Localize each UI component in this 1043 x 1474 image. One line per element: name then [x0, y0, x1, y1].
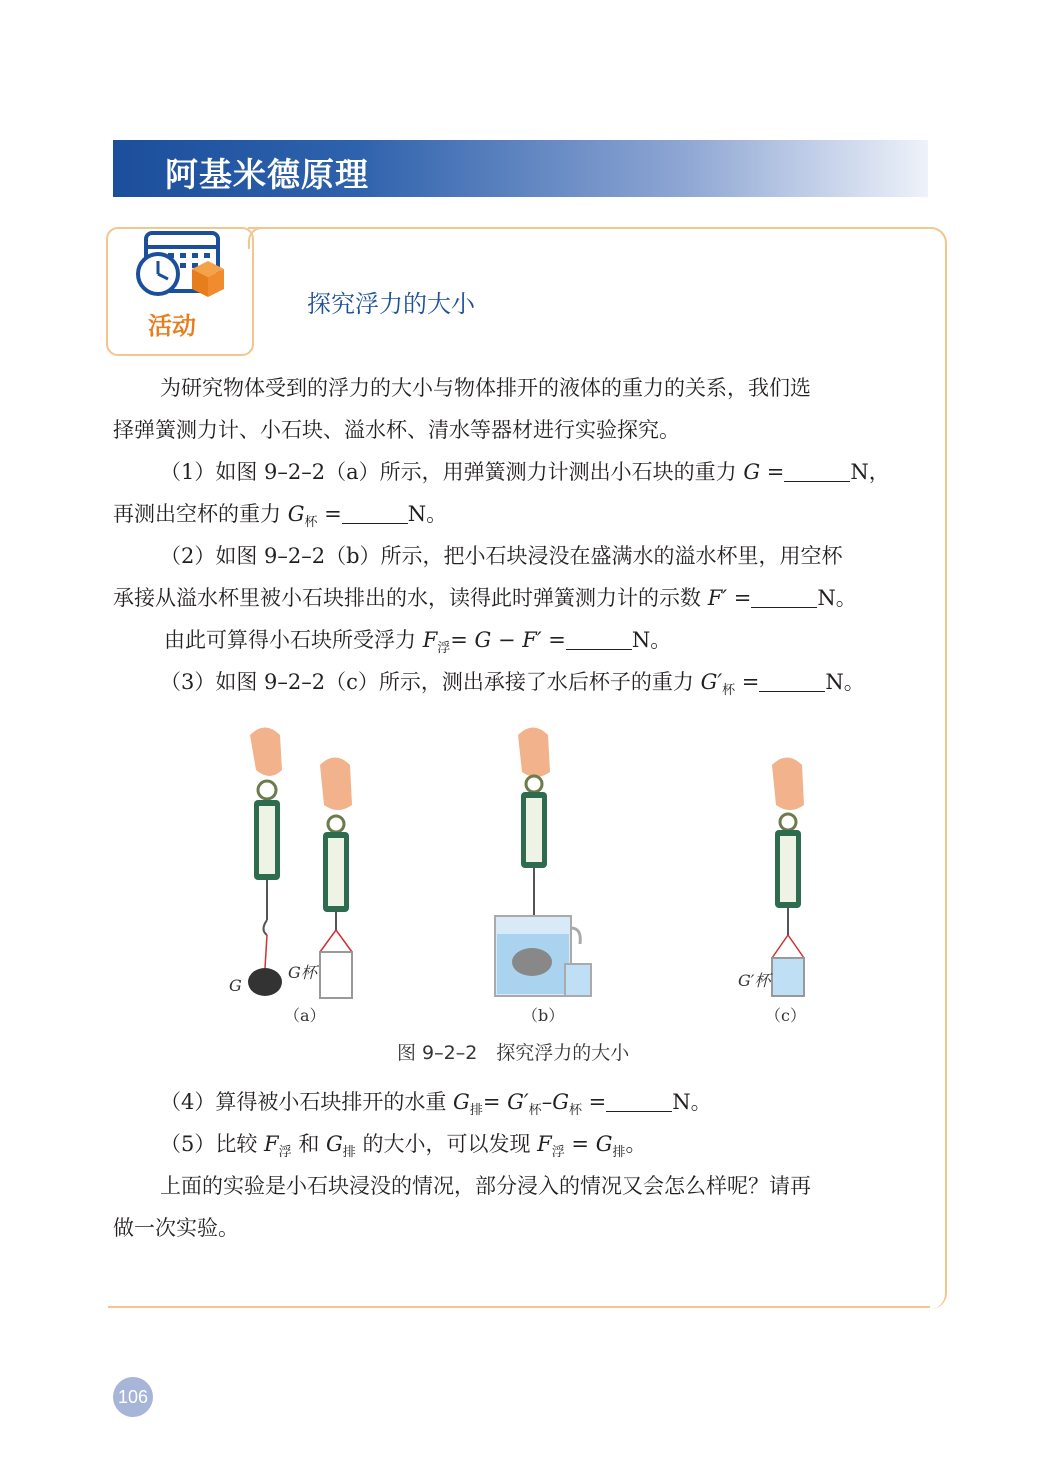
outro-line-1: 上面的实验是小石块浸没的情况，部分浸入的情况又会怎么样呢？请再 [160, 1174, 811, 1198]
activity-bottom-rule [108, 1306, 930, 1308]
section-banner [113, 140, 928, 197]
step3-line: （3）如图 9–2–2（c）所示，测出承接了水后杯子的重力 $G'_杯 = N$。 [160, 670, 865, 699]
outro-line-2: 做一次实验。 [113, 1216, 239, 1240]
answer-blank [784, 461, 850, 482]
label-a: （a） [284, 1006, 326, 1025]
activity-frame-corner [248, 227, 270, 249]
label-c: （c） [765, 1006, 806, 1025]
step4-line: （4）算得被小石块排开的水重 $G_排= G'_杯-G_杯 = N$。 [160, 1090, 712, 1119]
label-G-cup-prime: G′杯 [738, 971, 771, 990]
answer-blank [342, 503, 408, 524]
answer-blank [759, 671, 825, 692]
answer-blank [566, 629, 632, 650]
intro-line-1: 为研究物体受到的浮力的大小与物体排开的液体的重力的关系，我们选 [160, 376, 811, 400]
setup-a [248, 728, 352, 999]
step1-line-2: 再测出空杯的重力 $G_杯 = N$。 [113, 502, 448, 531]
section-title: 阿基米德原理 [165, 155, 369, 194]
activity-title: 探究浮力的大小 [307, 290, 475, 318]
figure-caption: 图 9–2–2 探究浮力的大小 [397, 1042, 630, 1064]
step1-line-1: （1）如图 9–2–2（a）所示，用弹簧测力计测出小石块的重力 G = N， [160, 460, 890, 484]
answer-blank [606, 1091, 672, 1112]
step2-line-3: 由此可算得小石块所受浮力 $F_浮= G - F' = N$。 [164, 628, 672, 657]
step2-line-1: （2）如图 9–2–2（b）所示，把小石块浸没在盛满水的溢水杯里，用空杯 [160, 544, 843, 568]
step2-line-2: 承接从溢水杯里被小石块排出的水，读得此时弹簧测力计的示数 F′ = N。 [113, 586, 857, 610]
calendar-clock-box-icon [108, 229, 252, 309]
answer-blank [751, 587, 817, 608]
setup-b [495, 728, 591, 997]
step5-line: （5）比较 $F_浮$ 和 $G_排$ 的大小，可以发现 $F_浮 = G_排$。 [160, 1132, 647, 1161]
label-G-cup: G杯 [288, 963, 317, 982]
label-b: （b） [522, 1006, 565, 1025]
page-number: 106 [113, 1377, 153, 1417]
setup-c [772, 758, 804, 997]
label-G: G [229, 976, 242, 995]
intro-line-2: 择弹簧测力计、小石块、溢水杯、清水等器材进行实验探究。 [113, 418, 680, 442]
activity-label: 活动 [148, 312, 196, 340]
